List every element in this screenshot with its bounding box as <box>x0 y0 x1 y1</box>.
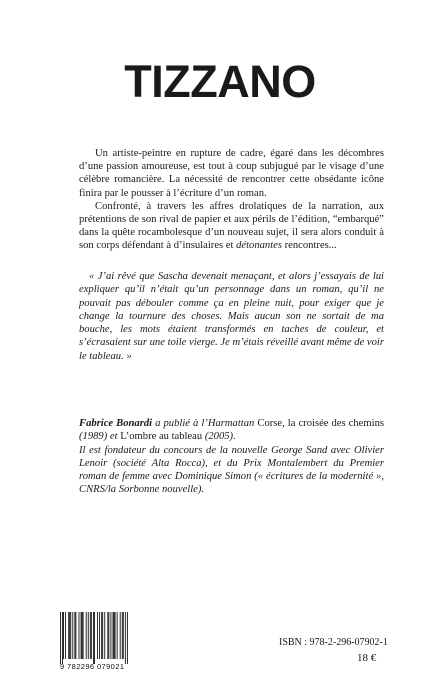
barcode-bar <box>115 612 116 659</box>
author-bio-paragraph-1 <box>79 417 384 444</box>
barcode-bar <box>123 612 124 659</box>
barcode-bar <box>117 612 118 659</box>
book-title: TIZZANO <box>124 56 316 107</box>
barcode-bar <box>107 612 108 659</box>
barcode-bar <box>69 612 70 659</box>
author-bio <box>79 417 384 497</box>
barcode-bar <box>90 612 91 659</box>
summary-paragraph-2-part-2: détonantes <box>236 240 282 252</box>
barcode-bar <box>83 612 84 659</box>
barcode-bar <box>79 612 80 659</box>
barcode-bar <box>60 612 61 664</box>
author-second-year: (2005). <box>204 431 236 443</box>
barcode <box>60 612 128 668</box>
isbn-text: ISBN : 978-2-296-07902-1 <box>279 637 388 648</box>
summary-paragraph-2-part-1: Confronté, à travers les affres drolatiques de la narration, aux prétentions de son rival de papier et aux périls de l’édition, “embarqué” dans la quête rocambolesque d’un nouveau sujet, il sera alors conduit à son corps défendant à d’insulaires et <box>79 200 384 252</box>
barcode-bar <box>70 612 71 659</box>
barcode-bar <box>81 612 82 659</box>
barcode-bar <box>63 612 64 659</box>
barcode-bar <box>94 612 95 664</box>
barcode-bar <box>82 612 83 659</box>
price-text: 18 € <box>357 652 377 664</box>
barcode-bar <box>110 612 111 659</box>
summary-paragraph-2-part-3: rencontres... <box>282 240 337 252</box>
barcode-bar <box>88 612 89 659</box>
author-and: et <box>107 431 121 443</box>
barcode-bar <box>127 612 128 664</box>
barcode-bar <box>72 612 73 659</box>
barcode-bar <box>120 612 121 659</box>
barcode-bar <box>102 612 103 659</box>
author-bio-paragraph-2: Il est fondateur du concours de la nouvelle George Sand avec Olivier Lenoir (société Alta Rocca), et du Prix Montalembert du Premier roman de femme avec Dominique Simon (« écritures de la modernité », CNRS/la Sorbonne nouvelle). <box>79 444 384 496</box>
quote-text: « J’ai rêvé que Sascha devenait menaçant, et alors j’essayais de lui expliquer qu’il n’était qu’un personnage dans un roman, qu’il ne pouvait pas débouler comme ça en pleine nuit, pour exiger que je change la tournure des choses. Mais aucun son ne sortait de ma bouche, les mots étaient transformés en taches de couleur, et s’écrasaient sur une toile vierge. Je m’étais réveillé avant même de voir le tableau. » <box>79 271 384 362</box>
barcode-bar <box>68 612 69 659</box>
barcode-bar <box>125 612 126 664</box>
author-first-book: Corse, la croisée des chemins <box>254 418 384 429</box>
barcode-bar <box>122 612 123 659</box>
summary-paragraph-1: Un artiste-peintre en rupture de cadre, égaré dans les décombres d’une passion amoureuse, est tout à coup subjugué par le visage d’une célèbre romancière. La nécessité de rencontrer cette obsédante icône finira par le pousser à l’écriture d’un roman. <box>79 148 384 199</box>
barcode-bar <box>93 612 94 664</box>
author-first-year: (1989) <box>79 431 108 443</box>
author-published-at: a publié à l’Harmattan <box>152 418 255 429</box>
barcode-digits: 9 782296 079021 <box>60 662 125 671</box>
barcode-bar <box>86 612 87 659</box>
barcode-bar <box>101 612 102 659</box>
barcode-bar <box>97 612 98 659</box>
barcode-bar <box>74 612 75 659</box>
barcode-bar <box>99 612 100 659</box>
barcode-bar <box>62 612 63 664</box>
barcode-bar <box>104 612 105 659</box>
barcode-bar <box>113 612 114 659</box>
book-summary <box>79 147 384 253</box>
barcode-bar <box>75 612 76 659</box>
barcode-bar <box>114 612 115 659</box>
barcode-bar <box>91 612 92 659</box>
barcode-bar <box>65 612 66 659</box>
book-excerpt-quote <box>79 270 384 363</box>
summary-paragraph-2 <box>79 200 384 253</box>
author-second-book: L’ombre au tableau <box>120 431 205 443</box>
author-name: Fabrice Bonardi <box>79 418 153 429</box>
barcode-graphic <box>60 612 128 664</box>
barcode-bar <box>108 612 109 659</box>
